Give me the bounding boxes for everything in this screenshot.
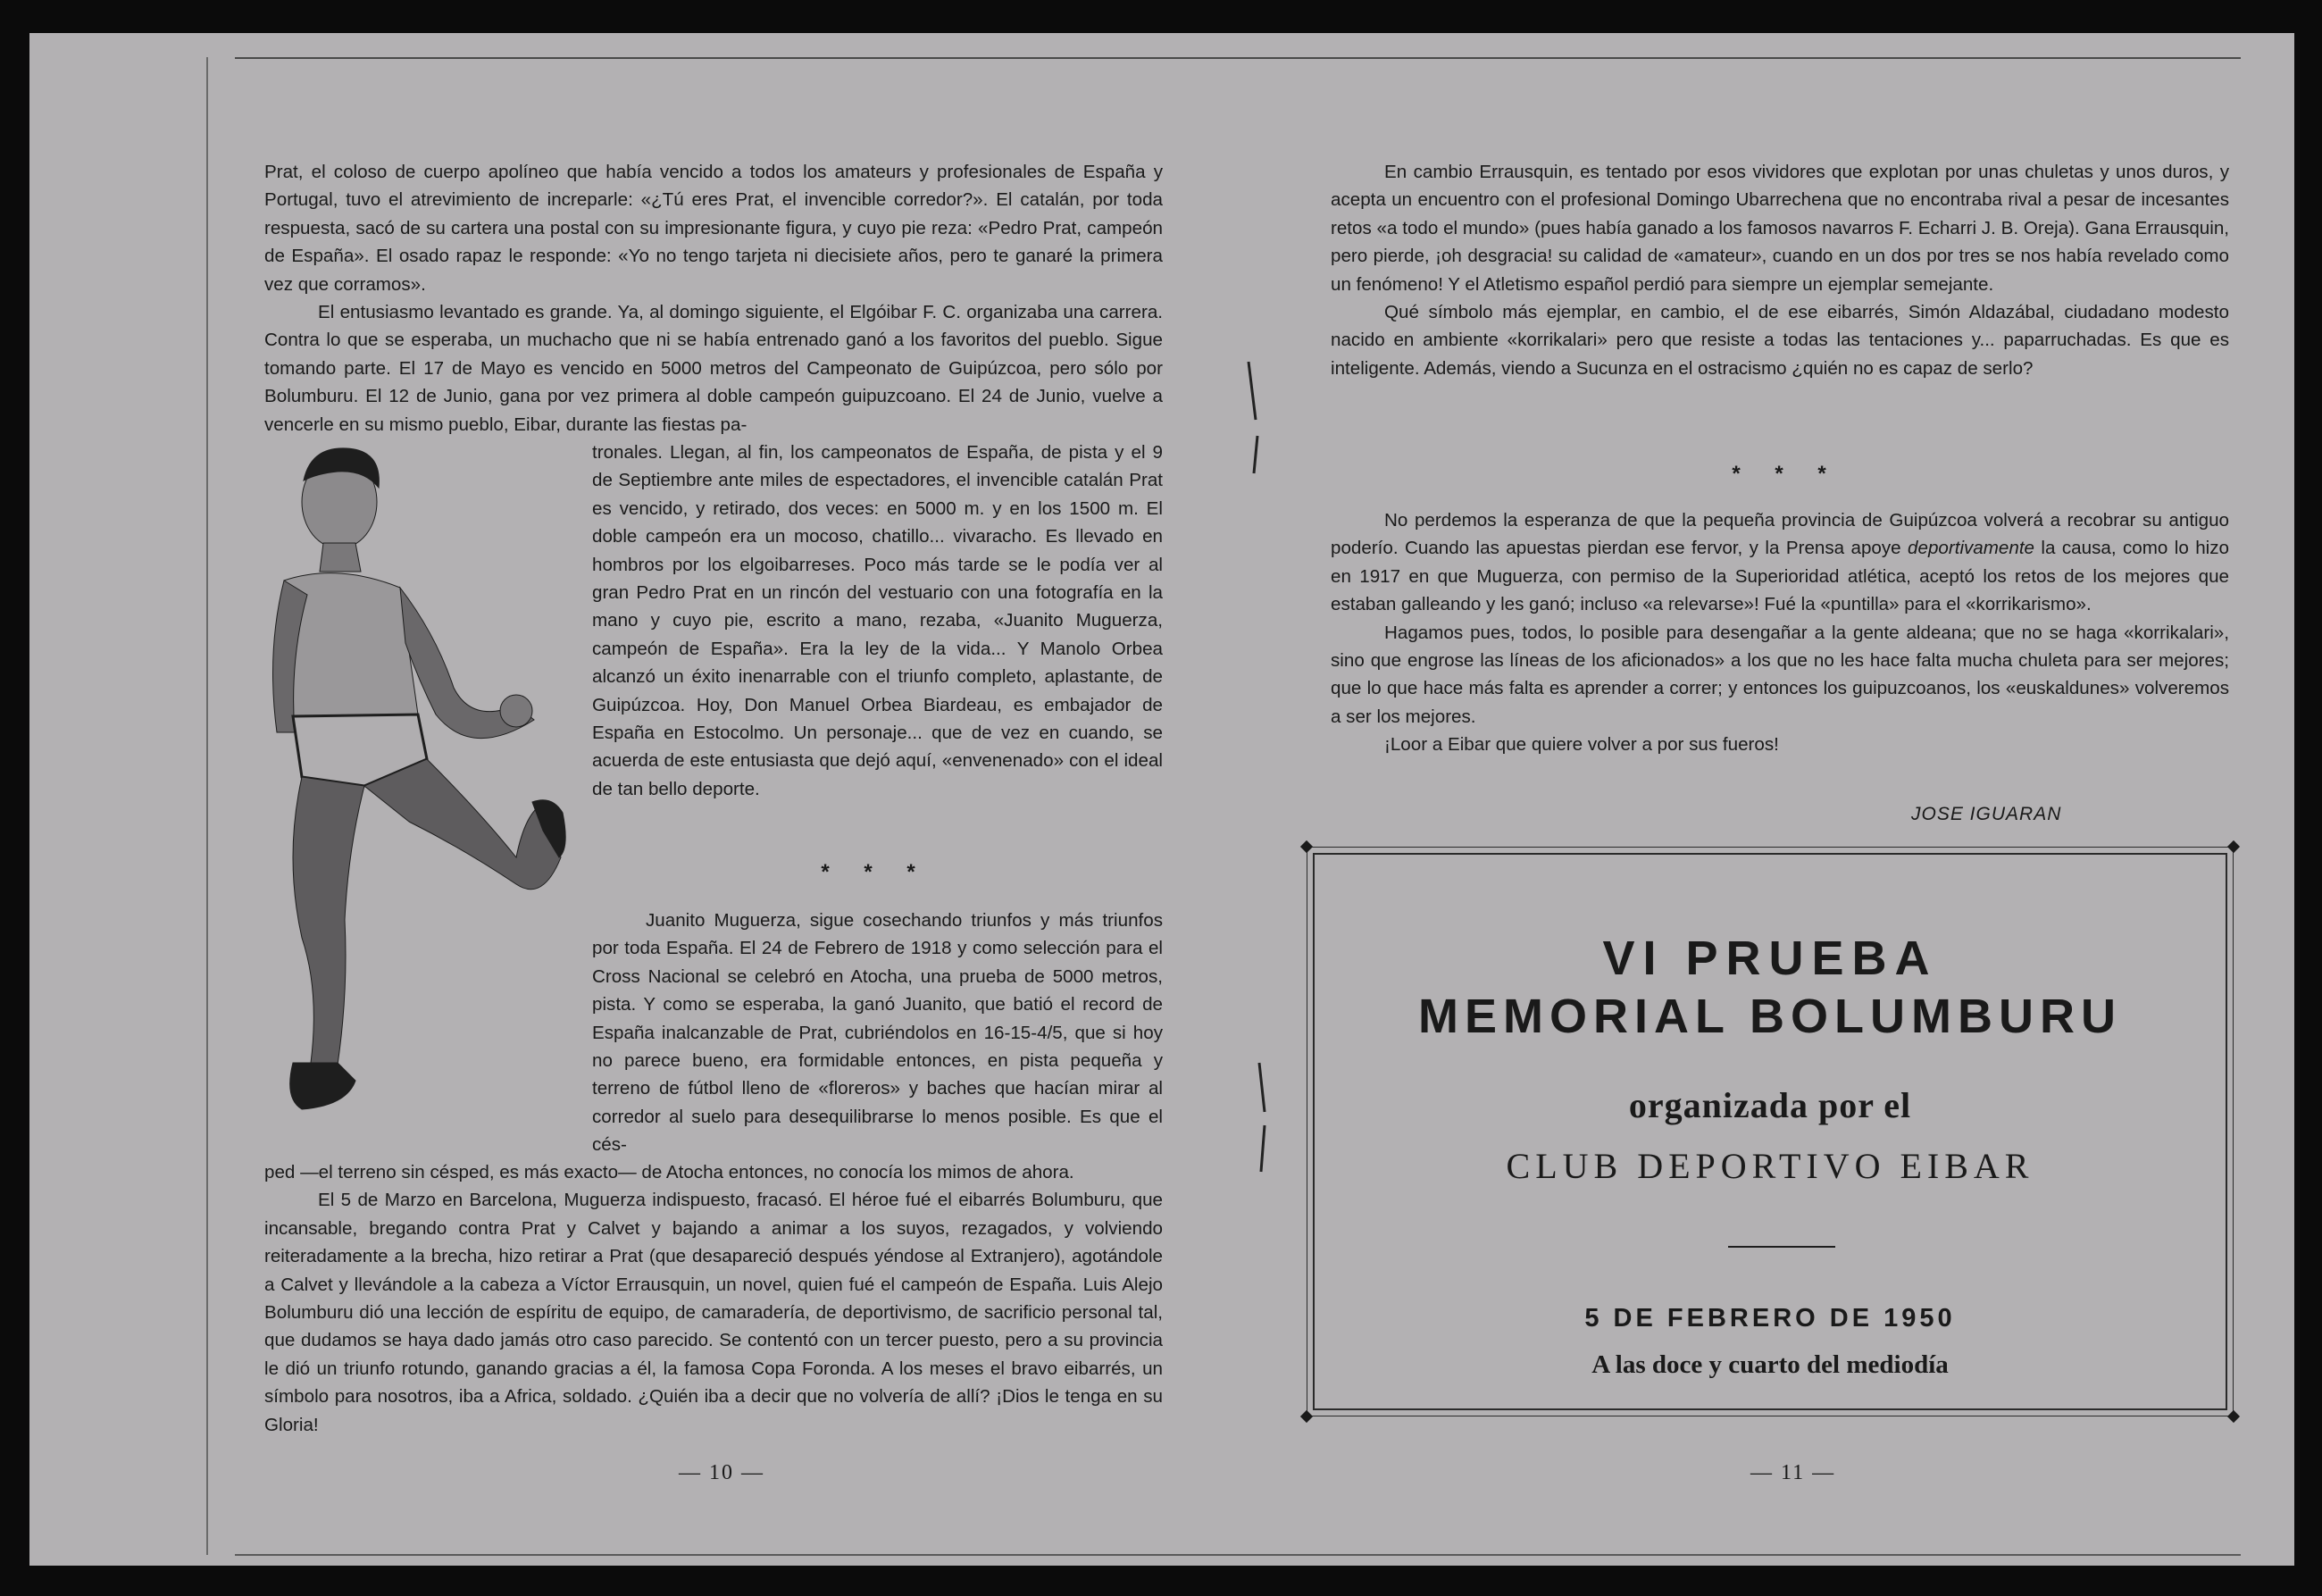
binding-mark bbox=[1254, 436, 1257, 473]
left-page-side-text-1 bbox=[592, 439, 1163, 803]
left-separator-stars: * * * bbox=[821, 860, 930, 884]
announcement-title-line1: VI PRUEBA bbox=[1602, 932, 1938, 985]
left-page-side-text-2 bbox=[592, 907, 1163, 1159]
page-number-right: — 11 — bbox=[1750, 1461, 1836, 1484]
binding-mark bbox=[1259, 1063, 1265, 1112]
paragraph-juanito: Juanito Muguerza, sigue cosechando triunfos y más triunfos por toda España. El 24 de Febrero de 1918 y como selección para el Cross Nacional se celebró en Atocha, una prueba de 5000 metros, pista. Y como se esperaba, la ganó Juanito, que batió el record de España inalcanzable de Prat, cubriéndolos en 16-15-4/5, que si hoy no parece bueno, era formidable entonces, en pista pequeña y terreno de fútbol lleno de «floreros» y baches que hacían mirar al corredor al suelo para desequilibrarse lo menos posible. Es que el cés- bbox=[592, 910, 1163, 1156]
announcement-box bbox=[1313, 853, 2227, 1410]
paragraph-hagamos: Hagamos pues, todos, lo posible para desengañar a la gente aldeana; que no se haga «korrikalari», sino que engrose las líneas de los aficionados» a los que no les hace falta mucha chuleta para ser mejores; que lo que hace más falta es aprender a correr; y entonces los guipuzcoanos, los «euskaldunes» volveremos a ser los mejores. bbox=[1331, 622, 2229, 727]
paragraph-barcelona: El 5 de Marzo en Barcelona, Muguerza indispuesto, fracasó. El héroe fué el eibarrés Bolumburu, que incansable, bregando contra Prat y Calvet y bajando a animar a los suyos, rezagados, y volviendo reiteradamente a la brecha, hizo retirar a Prat (que desapareció después yéndose al Extranjero), agotándole a Calvet y llevándole a la cabeza a Víctor Errausquin, un novel, quien fué el campeón de España. Luis Alejo Bolumburu dió una lección de espíritu de equipo, de camaradería, de deportivismo, de sacrificio personal tal, que dudamos se haya dado jamás otro caso parecido. Se contentó con un tercer puesto, pero a su provincia le dió un triunfo rotundo, ganando gracias a él, la famosa Copa Foronda. A los meses el bravo eibarrés, un símbolo para nosotros, iba a Africa, soldado. ¿Quién iba a decir que no volvería de allí? ¡Dios le tenga en su Gloria! bbox=[264, 1190, 1163, 1435]
announcement-time: A las doce y cuarto del mediodía bbox=[1591, 1350, 1949, 1379]
left-page-bottom-text bbox=[264, 1158, 1163, 1439]
paragraph-errausquin: En cambio Errausquin, es tentado por esos vividores que explotan por unas chuletas y unos duros, y acepta un encuentro con el profesional Domingo Ubarrechena que no encontraba rival a pesar de incesantes retos «a todo el mundo» (pues había ganado a los famosos navarros F. Echarri J. B. Oreja). Gana Errausquin, pero pierde, ¡oh desgracia! su calidad de «amateur», cuando en un dos por tres se nos había revelado como un fenómeno! Y el Atletismo español perdió para siempre un ejemplar semejante. bbox=[1331, 162, 2229, 295]
paragraph-loor: ¡Loor a Eibar que quiere volver a por sus fueros! bbox=[1384, 734, 1779, 756]
page-number-left: — 10 — bbox=[679, 1461, 764, 1484]
announcement-organizer: CLUB DEPORTIVO EIBAR bbox=[1506, 1146, 2034, 1186]
top-border-line bbox=[235, 57, 2241, 59]
paragraph-entusiasmo: El entusiasmo levantado es grande. Ya, al domingo siguiente, el Elgóibar F. C. organizaba una carrera. Contra lo que se esperaba, un muchacho que ni se había entrenado ganó a los favoritos del pueblo. Sigue tomando parte. El 17 de Mayo es vencido en 5000 metros del Campeonato de Guipúzcoa, pero sólo por Bolumburu. El 12 de Junio, gana por vez primera al doble campeón guipuzcoano. El 24 de Junio, vuelve a vencerle en su mismo pueblo, Eibar, durante las fiestas pa- bbox=[264, 302, 1163, 435]
author-signature: JOSE IGUARAN bbox=[1911, 804, 2062, 824]
paragraph-aldazabal: Qué símbolo más ejemplar, en cambio, el de ese eibarrés, Simón Aldazábal, ciudadano modesto nacido en ambiente «korrikalari» pero que resiste a todas las tentaciones y... paparruchadas. Es que es inteligente. Además, viendo a Sucunza en el ostracismo ¿quién no es capaz de serlo? bbox=[1331, 302, 2229, 379]
binding-mark bbox=[1261, 1125, 1265, 1172]
runner-illustration bbox=[248, 438, 570, 1125]
announcement-date: 5 DE FEBRERO DE 1950 bbox=[1584, 1304, 1956, 1333]
binding-marks bbox=[1224, 357, 1277, 1179]
announcement-divider bbox=[1728, 1246, 1835, 1248]
left-border-line bbox=[206, 57, 208, 1555]
binding-mark bbox=[1249, 362, 1256, 420]
right-page-bottom-text bbox=[1331, 506, 2229, 759]
announcement-title-line2: MEMORIAL BOLUMBURU bbox=[1418, 990, 2122, 1043]
right-page-top-text bbox=[1331, 158, 2229, 382]
announcement-organizer-prefix: organizada por el bbox=[1628, 1085, 1912, 1125]
paragraph-esperanza: No perdemos la esperanza de que la pequeña provincia de Guipúzcoa volverá a recobrar su antiguo poderío. Cuando las apuestas pierdan ese fervor, y la Prensa apoye deportivamente la causa, como lo hizo en 1917 en que Muguerza, con permiso de la Superioridad atlética, aceptó los retos de los mejores que estaban galleando y les ganó; incluso «a relevarse»! Fué la «puntilla» para el «korrikarismo». bbox=[1331, 510, 2229, 615]
left-page-top-text bbox=[264, 158, 1163, 439]
paragraph-campeonatos: tronales. Llegan, al fin, los campeonatos de España, de pista y el 9 de Septiembre ante miles de espectadores, el invencible catalán Prat es vencido, y retirado, dos veces: en 5000 m. y en los 1500 m. El doble campeón era un mocoso, chatillo... vivaracho. Es llevado en hombros por los elgoibarreses. Poco más tarde se le podía ver al gran Pedro Prat en un rincón del vestuario con una fotografía en la mano y cuyo pie, escrito a mano, rezaba, «Juanito Muguerza, campeón de España». Era la ley de la vida... Y Manolo Orbea alcanzó un éxito inenarrable con el triunfo completo, aplastante, de Guipúzcoa. Hoy, Don Manuel Orbea Biardeau, es embajador de España en Estocolmo. Un personaje... que de vez en cuando, se acuerda de este entusiasta que dejó aquí, «envenenado» con el ideal de tan bello deporte. bbox=[592, 442, 1163, 799]
right-separator-stars: * * * bbox=[1732, 462, 1841, 486]
intro-paragraph: Prat, el coloso de cuerpo apolíneo que había vencido a todos los amateurs y profesionales de España y Portugal, tuvo el atrevimiento de increparle: «¿Tú eres Prat, el invencible corredor?». El catalán, por toda respuesta, sacó de su cartera una postal con su impresionante figura, y cuyo pie reza: «Pedro Prat, campeón de España». El osado rapaz le responde: «Yo no tengo tarjeta ni diecisiete años, pero te ganaré la primera vez que corramos». bbox=[264, 162, 1163, 295]
bottom-border-line bbox=[235, 1554, 2241, 1556]
paragraph-atocha: ped —el terreno sin césped, es más exacto— de Atocha entonces, no conocía los mimos de ahora. bbox=[264, 1162, 1074, 1182]
